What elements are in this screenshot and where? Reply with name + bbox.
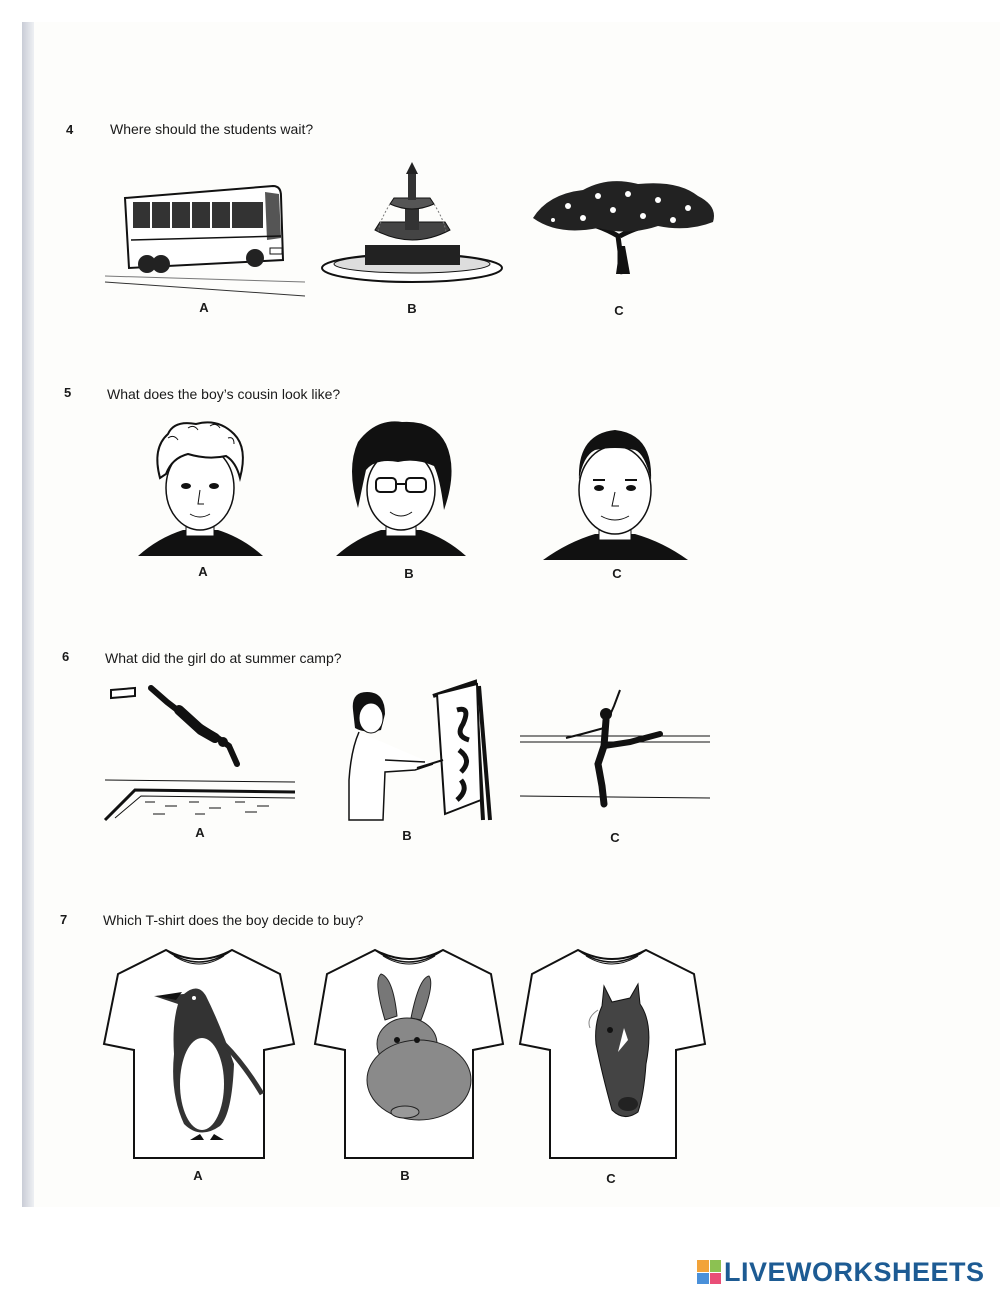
option-b-label[interactable]: B [404,566,414,581]
horse-tshirt-icon[interactable] [520,944,705,1166]
fountain-icon[interactable] [320,160,505,285]
bus-icon[interactable] [105,178,305,298]
question-text: What does the boy’s cousin look like? [107,386,341,402]
option-c-label[interactable]: C [614,303,624,318]
question-text: Which T-shirt does the boy decide to buy? [103,912,364,928]
option-a-label[interactable]: A [195,825,205,840]
short-hair-boy-icon[interactable] [543,424,688,562]
glasses-boy-icon[interactable] [336,418,466,558]
option-b-label[interactable]: B [407,301,417,316]
rabbit-tshirt-icon[interactable] [315,944,503,1166]
option-c-label[interactable]: C [606,1171,616,1186]
penguin-tshirt-icon[interactable] [104,944,294,1166]
curly-hair-boy-icon[interactable] [138,418,263,558]
question-text: What did the girl do at summer camp? [105,650,342,666]
question-number: 7 [60,912,68,927]
question-number: 6 [62,649,70,664]
brand-text: LIVEWORKSHEETS [724,1256,985,1287]
ballet-icon[interactable] [520,686,710,816]
liveworksheets-mark-icon [697,1260,721,1284]
question-number: 5 [64,385,72,400]
option-c-label[interactable]: C [610,830,620,845]
option-b-label[interactable]: B [400,1168,410,1183]
option-b-label[interactable]: B [402,828,412,843]
option-a-label[interactable]: A [198,564,208,579]
option-a-label[interactable]: A [193,1168,203,1183]
option-a-label[interactable]: A [199,300,209,315]
diving-icon[interactable] [105,682,295,822]
scan-binding-shadow [22,22,34,1207]
question-number: 4 [66,122,74,137]
liveworksheets-logo [697,1255,985,1289]
painting-icon[interactable] [345,680,490,825]
question-text: Where should the students wait? [110,121,314,137]
option-c-label[interactable]: C [612,566,622,581]
tree-icon[interactable] [528,176,718,276]
